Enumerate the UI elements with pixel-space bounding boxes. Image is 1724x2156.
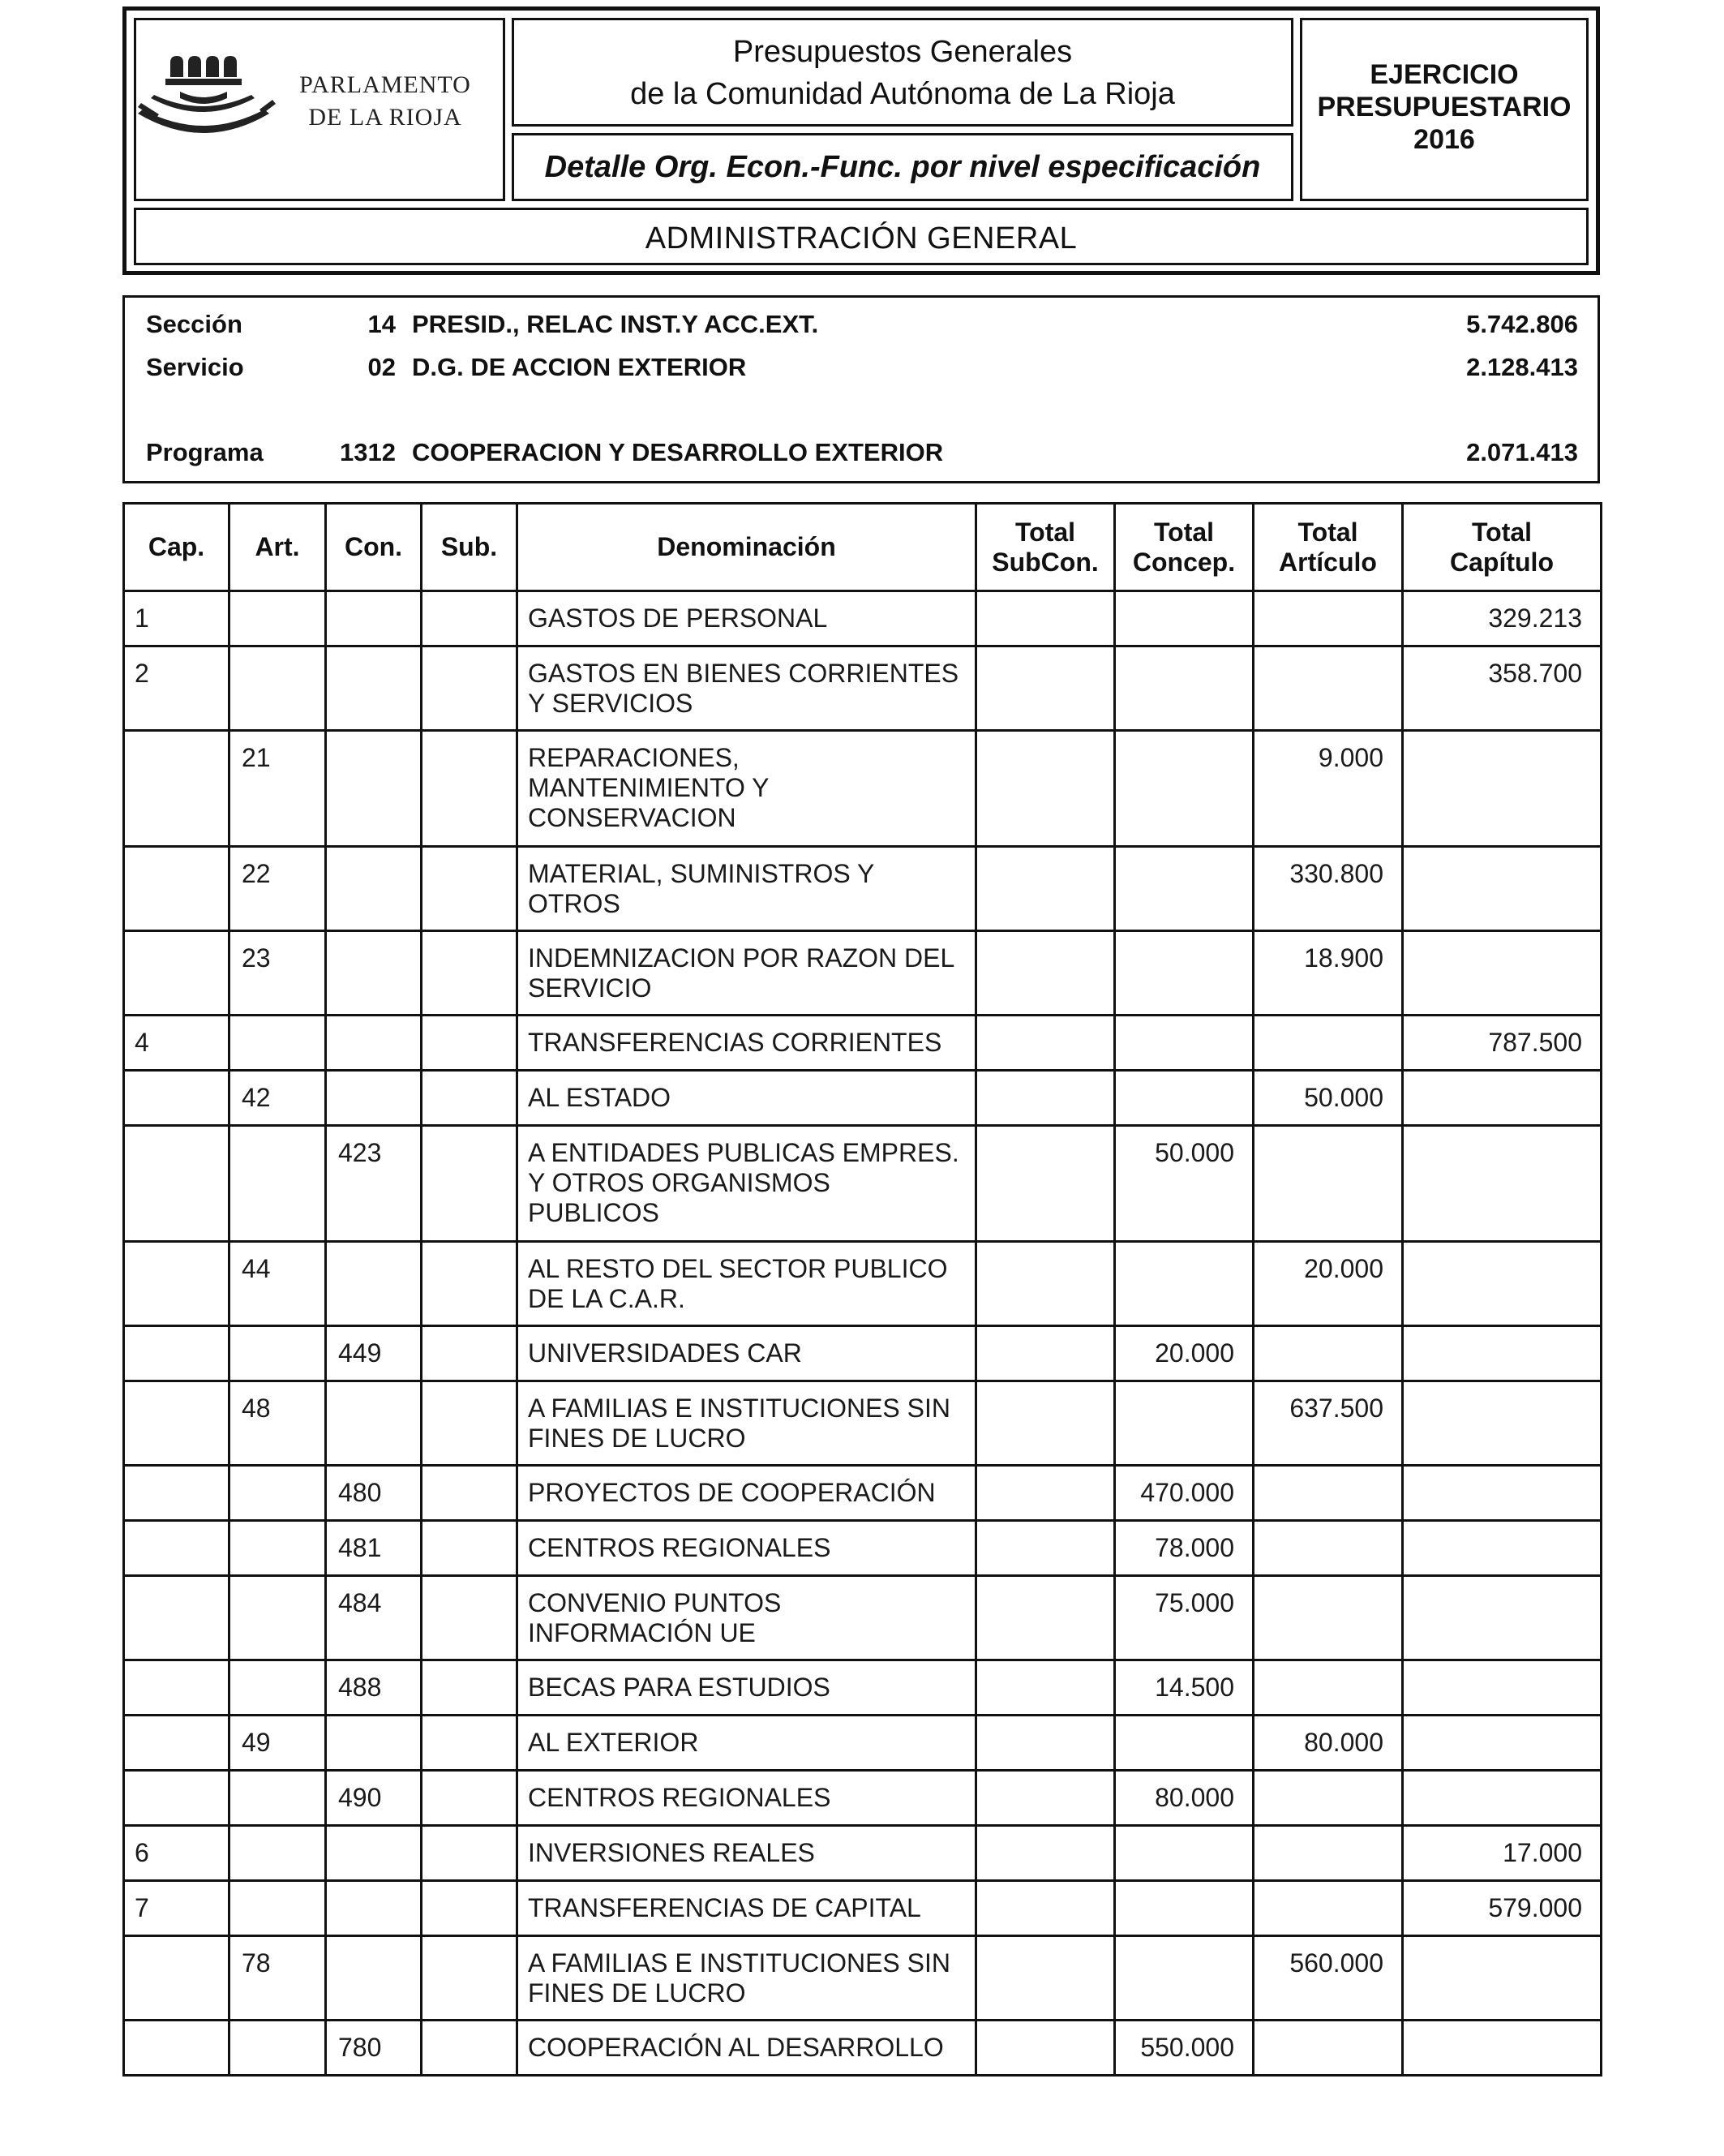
- denominacion-line: TRANSFERENCIAS DE CAPITAL: [528, 1893, 921, 1922]
- cell-total-articulo: 20.000: [1254, 1242, 1403, 1326]
- cell-art: 49: [229, 1716, 326, 1771]
- seccion-label: Sección: [146, 310, 242, 338]
- table-row: [124, 591, 1602, 646]
- cell-sub: [422, 847, 517, 931]
- cell-total-subcon: [976, 1521, 1115, 1576]
- denominacion-line: CENTROS REGIONALES: [528, 1783, 831, 1812]
- denominacion-line: OTROS: [528, 889, 620, 918]
- denominacion-line: SERVICIO: [528, 973, 652, 1003]
- header-total-subcon-line-1: Total: [1014, 517, 1076, 547]
- servicio-amount: 2.128.413: [1466, 353, 1578, 381]
- title-line-2: de la Comunidad Autónoma de La Rioja: [630, 77, 1175, 111]
- cell-con: 423: [326, 1126, 422, 1242]
- cell-total-articulo: [1254, 1326, 1403, 1381]
- cell-denominacion: [517, 1771, 976, 1826]
- cell-total-articulo: [1254, 591, 1403, 646]
- cell-art: [229, 591, 326, 646]
- table-row: [124, 1660, 1602, 1716]
- cell-art: [229, 1326, 326, 1381]
- servicio-row: [0, 353, 1724, 389]
- table-row: [124, 931, 1602, 1016]
- cell-sub: [422, 1936, 517, 2021]
- header-total-articulo-line-1: Total: [1297, 517, 1358, 547]
- cell-total-capitulo: [1403, 1326, 1602, 1381]
- table-row: [124, 1936, 1602, 2021]
- cell-sub: [422, 1242, 517, 1326]
- cell-con: [326, 731, 422, 847]
- servicio-name: D.G. DE ACCION EXTERIOR: [412, 353, 747, 381]
- table-row: [124, 731, 1602, 847]
- cell-art: 23: [229, 931, 326, 1016]
- denominacion-line: GASTOS EN BIENES CORRIENTES: [528, 659, 959, 688]
- cell-cap: [124, 847, 229, 931]
- cell-total-articulo: [1254, 1881, 1403, 1936]
- cell-art: [229, 1826, 326, 1881]
- header-sub: Sub.: [422, 504, 517, 591]
- denominacion-line: GASTOS DE PERSONAL: [528, 603, 828, 633]
- table-row: [124, 1826, 1602, 1881]
- table-row: [124, 1016, 1602, 1071]
- cell-art: [229, 1466, 326, 1521]
- cell-cap: [124, 1242, 229, 1326]
- cell-total-subcon: [976, 1881, 1115, 1936]
- cell-total-concep: 50.000: [1115, 1126, 1254, 1242]
- cell-total-capitulo: [1403, 1716, 1602, 1771]
- servicio-label: Servicio: [146, 353, 244, 381]
- cell-art: [229, 1881, 326, 1936]
- header-total-articulo-line-2: Artículo: [1279, 547, 1377, 577]
- table-row: [124, 1071, 1602, 1126]
- cell-total-subcon: [976, 591, 1115, 646]
- cell-denominacion: [517, 1716, 976, 1771]
- cell-denominacion: [517, 1071, 976, 1126]
- cell-total-concep: [1115, 591, 1254, 646]
- cell-con: [326, 1826, 422, 1881]
- cell-denominacion: [517, 847, 976, 931]
- denominacion-line: DE LA C.A.R.: [528, 1284, 685, 1313]
- cell-total-subcon: [976, 1071, 1115, 1126]
- header-total-articulo: [1254, 504, 1403, 591]
- cell-cap: [124, 1071, 229, 1126]
- cell-total-subcon: [976, 1716, 1115, 1771]
- cell-total-capitulo: [1403, 1936, 1602, 2021]
- cell-total-articulo: 560.000: [1254, 1936, 1403, 2021]
- denominacion-line: AL EXTERIOR: [528, 1728, 699, 1757]
- cell-con: [326, 1716, 422, 1771]
- cell-total-concep: 550.000: [1115, 2021, 1254, 2076]
- ejercicio-year: 2016: [1413, 124, 1475, 155]
- cell-total-articulo: [1254, 1771, 1403, 1826]
- cell-total-subcon: [976, 1381, 1115, 1466]
- cell-cap: 1: [124, 591, 229, 646]
- denominacion-line: AL RESTO DEL SECTOR PUBLICO: [528, 1254, 948, 1283]
- cell-total-subcon: [976, 1466, 1115, 1521]
- header-total-capitulo-line-2: Capítulo: [1450, 547, 1554, 577]
- header-total-subcon-line-2: SubCon.: [992, 547, 1099, 577]
- denominacion-line: INDEMNIZACION POR RAZON DEL: [528, 943, 955, 973]
- header-cap: Cap.: [124, 504, 229, 591]
- denominacion-line: TRANSFERENCIAS CORRIENTES: [528, 1028, 942, 1057]
- cell-sub: [422, 1326, 517, 1381]
- denominacion-line: Y SERVICIOS: [528, 689, 693, 718]
- denominacion-line: REPARACIONES,: [528, 743, 740, 772]
- denominacion-line: A ENTIDADES PUBLICAS EMPRES.: [528, 1138, 959, 1167]
- cell-total-articulo: [1254, 1466, 1403, 1521]
- cell-total-subcon: [976, 731, 1115, 847]
- cell-total-articulo: [1254, 1521, 1403, 1576]
- table-row: [124, 1716, 1602, 1771]
- header-total-concep-line-1: Total: [1153, 517, 1215, 547]
- cell-sub: [422, 2021, 517, 2076]
- cell-art: [229, 1660, 326, 1716]
- cell-total-concep: [1115, 646, 1254, 731]
- cell-art: [229, 1576, 326, 1660]
- cell-sub: [422, 591, 517, 646]
- cell-con: [326, 591, 422, 646]
- cell-art: [229, 1126, 326, 1242]
- cell-con: [326, 1071, 422, 1126]
- cell-total-capitulo: [1403, 1381, 1602, 1466]
- cell-total-concep: [1115, 1716, 1254, 1771]
- cell-con: [326, 1381, 422, 1466]
- cell-total-capitulo: 358.700: [1403, 646, 1602, 731]
- seccion-row: [0, 310, 1724, 346]
- document-title: [512, 31, 1293, 115]
- header-total-capitulo: [1403, 504, 1602, 591]
- cell-total-capitulo: 17.000: [1403, 1826, 1602, 1881]
- cell-total-capitulo: 787.500: [1403, 1016, 1602, 1071]
- header-total-subcon: [976, 504, 1115, 591]
- denominacion-line: FINES DE LUCRO: [528, 1424, 746, 1453]
- cell-cap: [124, 1660, 229, 1716]
- cell-cap: [124, 1326, 229, 1381]
- cell-art: [229, 1771, 326, 1826]
- header-total-concep: [1115, 504, 1254, 591]
- denominacion-line: CENTROS REGIONALES: [528, 1533, 831, 1562]
- seccion-amount: 5.742.806: [1466, 310, 1578, 338]
- seccion-name: PRESID., RELAC INST.Y ACC.EXT.: [412, 310, 819, 338]
- cell-cap: [124, 1576, 229, 1660]
- cell-total-capitulo: [1403, 1771, 1602, 1826]
- cell-total-subcon: [976, 1326, 1115, 1381]
- ejercicio-line-2: PRESUPUESTARIO: [1317, 92, 1572, 122]
- cell-cap: 7: [124, 1881, 229, 1936]
- table-row: [124, 1881, 1602, 1936]
- cell-total-capitulo: 579.000: [1403, 1881, 1602, 1936]
- cell-total-subcon: [976, 931, 1115, 1016]
- denominacion-line: A FAMILIAS E INSTITUCIONES SIN: [528, 1948, 950, 1978]
- cell-art: [229, 2021, 326, 2076]
- cell-total-subcon: [976, 1936, 1115, 2021]
- cell-con: 449: [326, 1326, 422, 1381]
- cell-denominacion: [517, 591, 976, 646]
- cell-denominacion: [517, 731, 976, 847]
- parliament-logo-icon: [138, 53, 292, 150]
- cell-con: [326, 1881, 422, 1936]
- cell-denominacion: [517, 1016, 976, 1071]
- cell-total-concep: [1115, 1826, 1254, 1881]
- programa-row: [0, 438, 1724, 474]
- cell-art: 22: [229, 847, 326, 931]
- denominacion-line: FINES DE LUCRO: [528, 1978, 746, 2008]
- cell-cap: [124, 1521, 229, 1576]
- denominacion-line: BECAS PARA ESTUDIOS: [528, 1673, 830, 1702]
- cell-cap: [124, 1381, 229, 1466]
- cell-cap: [124, 931, 229, 1016]
- logo-line-1: PARLAMENTO: [299, 71, 471, 98]
- denominacion-line: UNIVERSIDADES CAR: [528, 1338, 802, 1368]
- cell-cap: 6: [124, 1826, 229, 1881]
- cell-sub: [422, 1716, 517, 1771]
- cell-denominacion: [517, 931, 976, 1016]
- cell-total-articulo: [1254, 1826, 1403, 1881]
- cell-cap: [124, 2021, 229, 2076]
- cell-denominacion: [517, 1466, 976, 1521]
- cell-con: 481: [326, 1521, 422, 1576]
- denominacion-line: MANTENIMIENTO Y: [528, 773, 770, 802]
- denominacion-line: PUBLICOS: [528, 1198, 659, 1227]
- cell-denominacion: [517, 2021, 976, 2076]
- cell-denominacion: [517, 1576, 976, 1660]
- cell-total-subcon: [976, 1660, 1115, 1716]
- table-row: [124, 1466, 1602, 1521]
- cell-total-capitulo: [1403, 1521, 1602, 1576]
- cell-art: 21: [229, 731, 326, 847]
- denominacion-line: A FAMILIAS E INSTITUCIONES SIN: [528, 1394, 950, 1423]
- header-art: Art.: [229, 504, 326, 591]
- cell-total-capitulo: [1403, 1576, 1602, 1660]
- cell-cap: 4: [124, 1016, 229, 1071]
- header-con: Con.: [326, 504, 422, 591]
- cell-con: [326, 1242, 422, 1326]
- cell-total-capitulo: [1403, 1660, 1602, 1716]
- cell-sub: [422, 931, 517, 1016]
- cell-total-concep: [1115, 1016, 1254, 1071]
- cell-total-capitulo: 329.213: [1403, 591, 1602, 646]
- cell-denominacion: [517, 1660, 976, 1716]
- cell-total-concep: 470.000: [1115, 1466, 1254, 1521]
- cell-total-concep: [1115, 1242, 1254, 1326]
- cell-total-capitulo: [1403, 847, 1602, 931]
- cell-denominacion: [517, 1826, 976, 1881]
- cell-sub: [422, 1381, 517, 1466]
- cell-con: [326, 1936, 422, 2021]
- cell-total-capitulo: [1403, 731, 1602, 847]
- cell-denominacion: [517, 646, 976, 731]
- cell-sub: [422, 1126, 517, 1242]
- cell-total-subcon: [976, 1242, 1115, 1326]
- cell-con: 480: [326, 1466, 422, 1521]
- programa-name: COOPERACION Y DESARROLLO EXTERIOR: [412, 438, 944, 466]
- cell-total-subcon: [976, 646, 1115, 731]
- denominacion-line: CONVENIO PUNTOS: [528, 1588, 782, 1617]
- cell-total-concep: [1115, 931, 1254, 1016]
- table-row: [124, 1381, 1602, 1466]
- cell-sub: [422, 1466, 517, 1521]
- cell-sub: [422, 1660, 517, 1716]
- seccion-code: 14: [367, 310, 396, 338]
- table-row: [124, 646, 1602, 731]
- cell-total-concep: 14.500: [1115, 1660, 1254, 1716]
- header-denominacion: Denominación: [517, 504, 976, 591]
- cell-cap: 2: [124, 646, 229, 731]
- table-row: [124, 1521, 1602, 1576]
- table-row: [124, 1126, 1602, 1242]
- title-line-1: Presupuestos Generales: [732, 35, 1073, 69]
- table-row: [124, 1242, 1602, 1326]
- cell-denominacion: [517, 1326, 976, 1381]
- cell-con: 484: [326, 1576, 422, 1660]
- cell-total-capitulo: [1403, 1126, 1602, 1242]
- cell-total-articulo: [1254, 646, 1403, 731]
- header-total-concep-line-2: Concep.: [1132, 547, 1236, 577]
- cell-art: 48: [229, 1381, 326, 1466]
- cell-total-articulo: [1254, 1016, 1403, 1071]
- denominacion-line: CONSERVACION: [528, 803, 736, 832]
- ejercicio-label: [1300, 58, 1589, 156]
- denominacion-line: PROYECTOS DE COOPERACIÓN: [528, 1478, 936, 1507]
- detail-subtitle: Detalle Org. Econ.-Func. por nivel especificación: [544, 150, 1261, 184]
- cell-total-capitulo: [1403, 1242, 1602, 1326]
- cell-total-articulo: [1254, 1576, 1403, 1660]
- servicio-code: 02: [367, 353, 396, 381]
- cell-sub: [422, 1881, 517, 1936]
- cell-art: 78: [229, 1936, 326, 2021]
- table-row: [124, 2021, 1602, 2076]
- cell-total-subcon: [976, 2021, 1115, 2076]
- cell-total-articulo: 18.900: [1254, 931, 1403, 1016]
- cell-total-concep: 75.000: [1115, 1576, 1254, 1660]
- cell-con: [326, 1016, 422, 1071]
- cell-total-concep: [1115, 1936, 1254, 2021]
- cell-total-subcon: [976, 847, 1115, 931]
- cell-total-capitulo: [1403, 2021, 1602, 2076]
- cell-total-articulo: 50.000: [1254, 1071, 1403, 1126]
- cell-art: [229, 1016, 326, 1071]
- denominacion-line: Y OTROS ORGANISMOS: [528, 1168, 830, 1197]
- cell-total-subcon: [976, 1126, 1115, 1242]
- cell-total-articulo: [1254, 1660, 1403, 1716]
- denominacion-line: MATERIAL, SUMINISTROS Y: [528, 859, 875, 888]
- programa-amount: 2.071.413: [1466, 438, 1578, 466]
- cell-total-articulo: 637.500: [1254, 1381, 1403, 1466]
- cell-cap: [124, 1771, 229, 1826]
- cell-con: [326, 646, 422, 731]
- cell-total-concep: [1115, 1881, 1254, 1936]
- table-row: [124, 847, 1602, 931]
- header-total-capitulo-line-1: Total: [1471, 517, 1533, 547]
- cell-art: 44: [229, 1242, 326, 1326]
- cell-total-subcon: [976, 1576, 1115, 1660]
- cell-con: 780: [326, 2021, 422, 2076]
- cell-cap: [124, 1716, 229, 1771]
- admin-heading: ADMINISTRACIÓN GENERAL: [645, 221, 1078, 256]
- logo-text: [288, 69, 482, 134]
- cell-cap: [124, 1466, 229, 1521]
- budget-table: [122, 502, 1602, 2077]
- cell-sub: [422, 731, 517, 847]
- cell-total-concep: [1115, 847, 1254, 931]
- table-row: [124, 1771, 1602, 1826]
- table-header-row: [124, 504, 1602, 591]
- cell-total-concep: 78.000: [1115, 1521, 1254, 1576]
- cell-denominacion: [517, 1242, 976, 1326]
- cell-sub: [422, 1016, 517, 1071]
- cell-total-concep: 20.000: [1115, 1326, 1254, 1381]
- cell-con: [326, 847, 422, 931]
- cell-denominacion: [517, 1381, 976, 1466]
- cell-sub: [422, 1521, 517, 1576]
- programa-code: 1312: [340, 438, 396, 466]
- cell-total-concep: [1115, 1381, 1254, 1466]
- table-row: [124, 1576, 1602, 1660]
- cell-total-concep: 80.000: [1115, 1771, 1254, 1826]
- cell-sub: [422, 1771, 517, 1826]
- cell-total-articulo: 80.000: [1254, 1716, 1403, 1771]
- denominacion-line: INVERSIONES REALES: [528, 1838, 815, 1867]
- denominacion-line: COOPERACIÓN AL DESARROLLO: [528, 2033, 944, 2062]
- cell-denominacion: [517, 1521, 976, 1576]
- cell-cap: [124, 1126, 229, 1242]
- cell-total-concep: [1115, 1071, 1254, 1126]
- cell-total-subcon: [976, 1016, 1115, 1071]
- cell-total-articulo: [1254, 2021, 1403, 2076]
- cell-total-subcon: [976, 1771, 1115, 1826]
- cell-cap: [124, 731, 229, 847]
- cell-cap: [124, 1936, 229, 2021]
- cell-denominacion: [517, 1126, 976, 1242]
- cell-con: 490: [326, 1771, 422, 1826]
- cell-total-concep: [1115, 731, 1254, 847]
- cell-total-articulo: 330.800: [1254, 847, 1403, 931]
- logo-line-2: DE LA RIOJA: [308, 104, 462, 131]
- programa-label: Programa: [146, 438, 264, 466]
- ejercicio-line-1: EJERCICIO: [1370, 59, 1519, 90]
- cell-total-capitulo: [1403, 1466, 1602, 1521]
- cell-sub: [422, 1576, 517, 1660]
- budget-table-body: [124, 591, 1602, 2076]
- denominacion-line: AL ESTADO: [528, 1083, 671, 1112]
- cell-denominacion: [517, 1881, 976, 1936]
- cell-total-articulo: 9.000: [1254, 731, 1403, 847]
- cell-sub: [422, 1071, 517, 1126]
- denominacion-line: INFORMACIÓN UE: [528, 1618, 756, 1647]
- cell-total-capitulo: [1403, 1071, 1602, 1126]
- cell-con: 488: [326, 1660, 422, 1716]
- cell-art: [229, 646, 326, 731]
- cell-con: [326, 931, 422, 1016]
- cell-total-capitulo: [1403, 931, 1602, 1016]
- table-row: [124, 1326, 1602, 1381]
- cell-total-articulo: [1254, 1126, 1403, 1242]
- cell-denominacion: [517, 1936, 976, 2021]
- cell-art: 42: [229, 1071, 326, 1126]
- cell-sub: [422, 1826, 517, 1881]
- cell-sub: [422, 646, 517, 731]
- cell-art: [229, 1521, 326, 1576]
- cell-total-subcon: [976, 1826, 1115, 1881]
